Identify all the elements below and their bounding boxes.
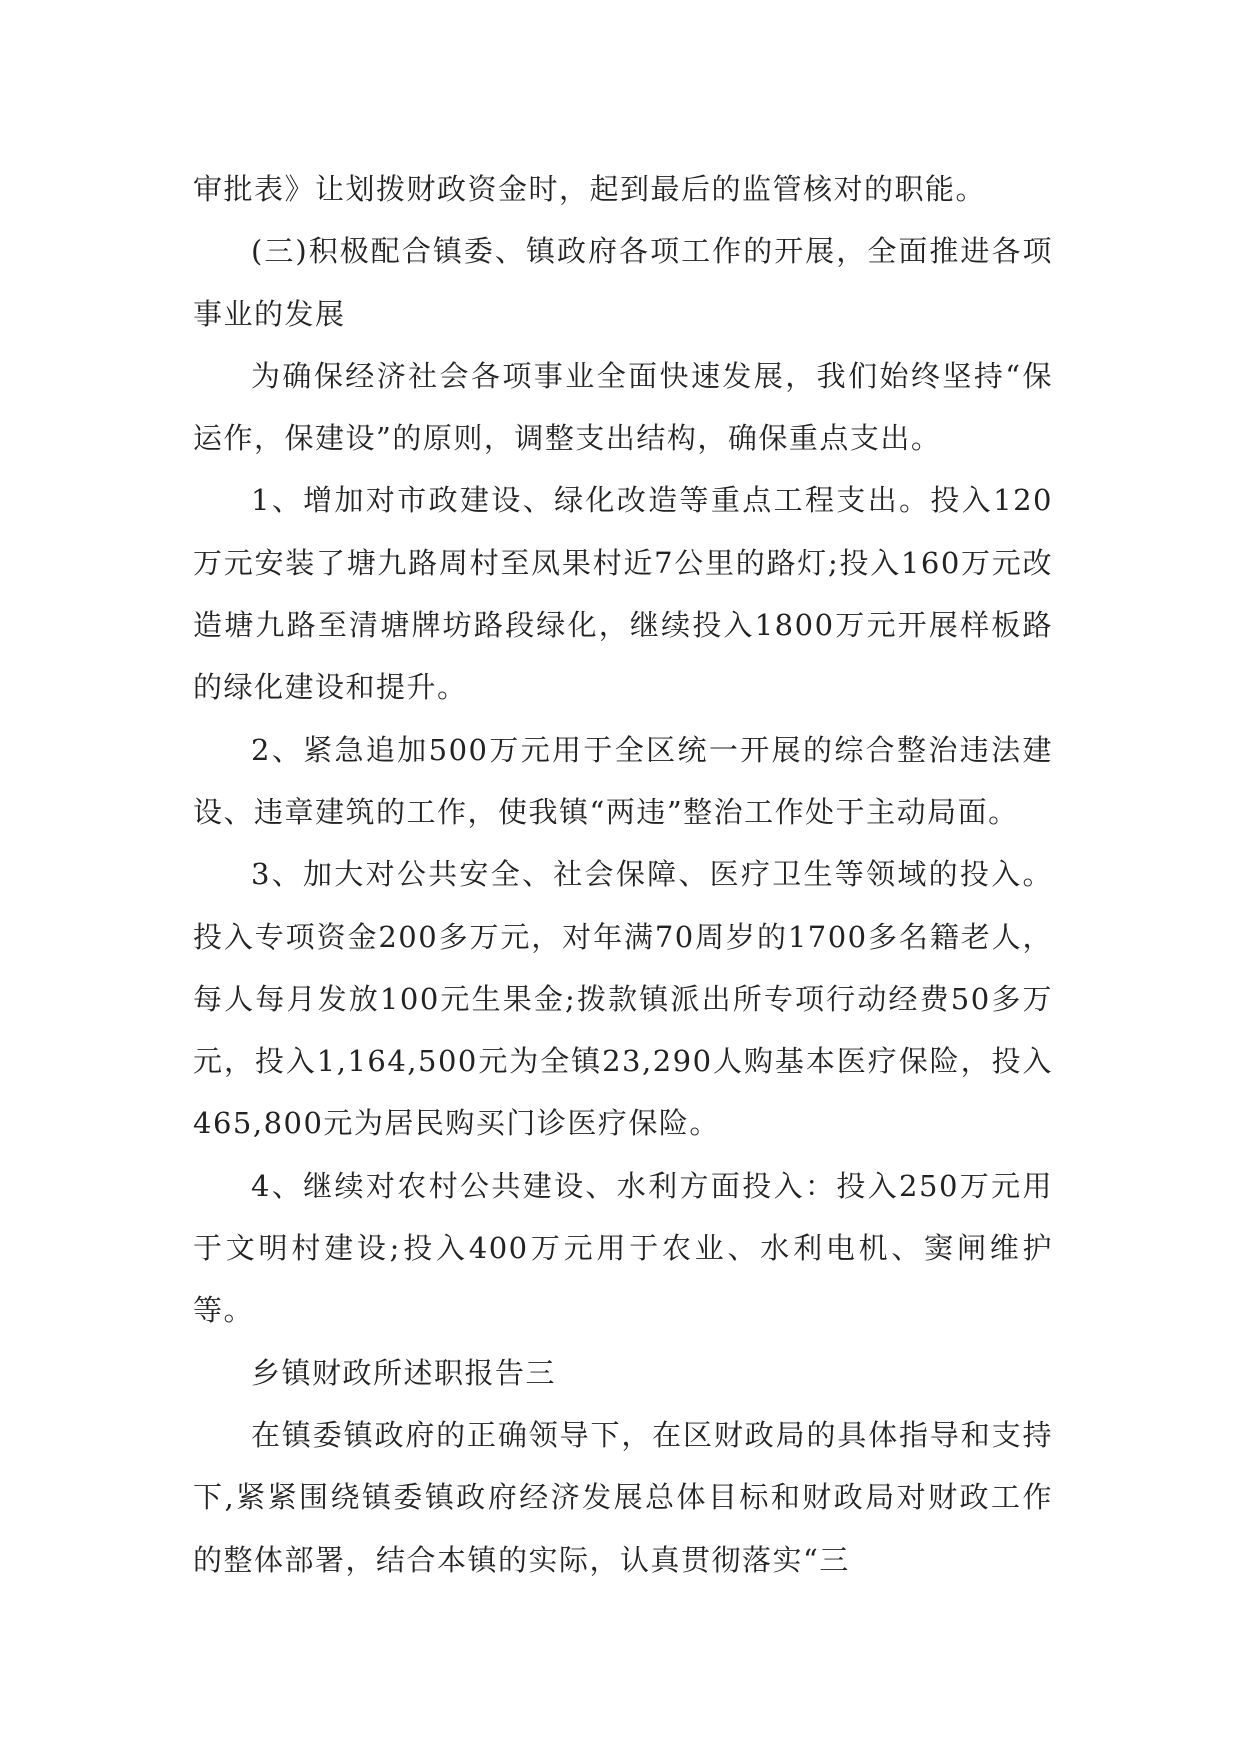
section-heading-three: (三)积极配合镇委、镇政府各项工作的开展，全面推进各项事业的发展 <box>193 234 1053 331</box>
paragraph-development-principle: 为确保经济社会各项事业全面快速发展，我们始终坚持“保运作，保建设”的原则，调整支出结构，确保重点支出。 <box>193 358 1053 456</box>
list-item-2-rectification: 2、紧急追加500万元用于全区统一开展的综合整治违法建设、违章建筑的工作，使我镇“两违”整治工作处于主动局面。 <box>193 732 1053 829</box>
report-title-three: 乡镇财政所述职报告三 <box>251 1355 557 1390</box>
paragraph-report-intro: 在镇委镇政府的正确领导下，在区财政局的具体指导和支持下,紧紧围绕镇委镇政府经济发展总体目标和财政局对财政工作的整体部署，结合本镇的实际，认真贯彻落实“三 <box>193 1417 1053 1577</box>
list-item-3-public-safety: 3、加大对公共安全、社会保障、医疗卫生等领域的投入。投入专项资金200多万元，对年满70周岁的1700多名籍老人，每人每月发放100元生果金;拨款镇派出所专项行动经费50多万元，投入1,164,500元为全镇23,290人购基本医疗保险，投入465,800元为居民购买门诊医疗保险。 <box>193 857 1053 1141</box>
list-item-4-rural-construction: 4、继续对农村公共建设、水利方面投入：投入250万元用于文明村建设;投入400万元用于农业、水利电机、窦闸维护等。 <box>193 1168 1053 1328</box>
list-item-1-municipal: 1、增加对市政建设、绿化改造等重点工程支出。投入120万元安装了塘九路周村至凤果村近7公里的路灯;投入160万元改造塘九路至清塘牌坊路段绿化，继续投入1800万元开展样板路的绿化建设和提升。 <box>193 483 1053 705</box>
paragraph-approval-form: 审批表》让划拨财政资金时，起到最后的监管核对的职能。 <box>193 172 987 206</box>
document-body <box>193 158 1053 1591</box>
